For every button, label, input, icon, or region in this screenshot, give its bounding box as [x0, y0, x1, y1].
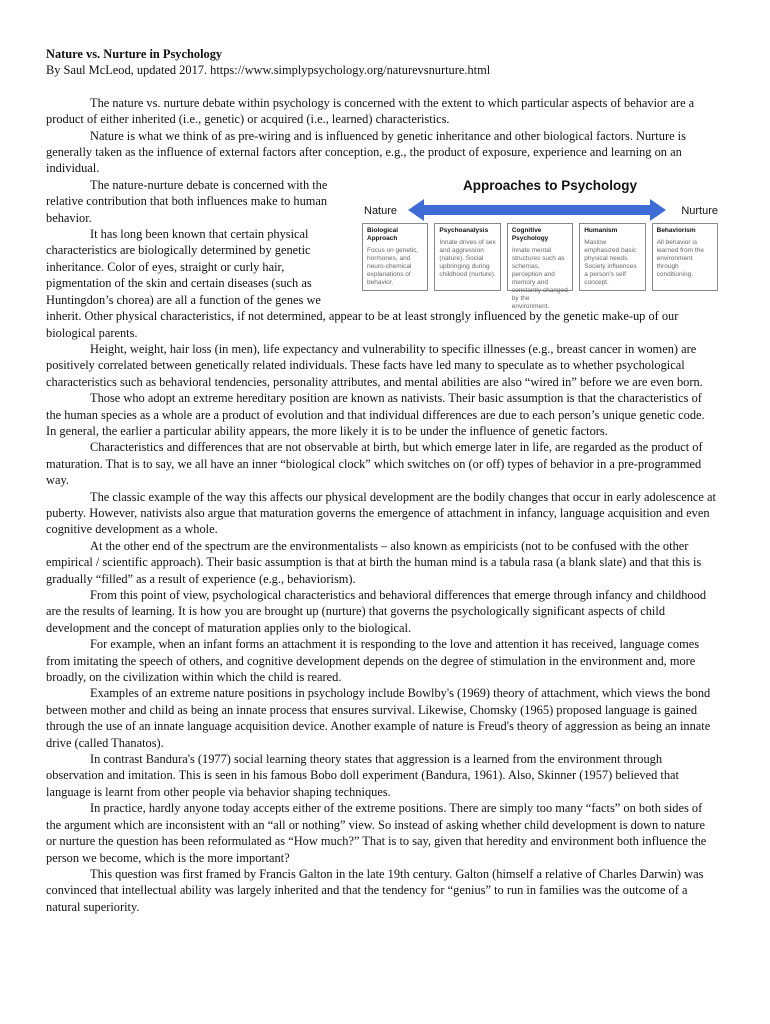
approach-title: Psychoanalysis	[439, 226, 489, 234]
nature-label: Nature	[364, 204, 398, 217]
figure-title: Approaches to Psychology	[462, 177, 638, 193]
approach-desc: Focus on genetic, hormones, and neuro-chemical explanations of behavior.	[367, 246, 419, 286]
paragraph-2: Nature is what we think of as pre-wiring and is influenced by genetic inheritance and other biological factors. Nurture is generally taken as the influence of external factors after conception, e.g., the product of exposure, experience and learning on an individual.	[46, 128, 686, 176]
paragraph-5: Height, weight, hair loss (in men), life expectancy and vulnerability to specific illnesses (e.g., breast cancer in women) are positively correlated between genetically related individuals. These facts have led many to speculate as to whether psychological characteristics such as behavioral tendencies, personality attributes, and mental abilities are also “wired in” before we are even born.	[46, 341, 703, 389]
paragraph-11: For example, when an infant forms an attachment it is responding to the love and attention it has received, language comes from imitating the speech of others, and cognitive development depends on the degree of stimulation in the environment and, more broadly, on the civilization within which the child is reared.	[46, 637, 700, 685]
approach-title: Biological Approach	[367, 226, 399, 242]
approach-boxes	[362, 223, 718, 310]
approach-desc: Innate mental structures such as schemas, perception and memory and constantly changed by the environment.	[511, 246, 568, 310]
approach-box	[434, 223, 500, 291]
approach-box	[507, 223, 573, 310]
paragraph-10: From this point of view, psychological characteristics and behavioral differences that emerge through infancy and childhood are the results of learning. It is how you are brought up (nurture) that governs the psychologically significant aspects of child development and the concept of maturation applies only to the biological.	[46, 588, 707, 635]
approach-box	[579, 223, 645, 291]
approach-title: Behaviorism	[656, 226, 696, 234]
nurture-label: Nurture	[681, 204, 718, 217]
paragraph-3: The nature-nurture debate is concerned with the relative contribution that both influences make to human behavior.	[46, 177, 328, 225]
approach-desc: Maslow emphasized basic physical needs. Society influences a person's self concept.	[584, 238, 637, 286]
approach-title: Cognitive Psychology	[511, 226, 549, 242]
approach-title: Humanism	[584, 226, 618, 234]
paragraph-12: Examples of an extreme nature positions in psychology include Bowlby's (1969) theory of attachment, which views the bond between mother and child as being an innate process that ensures survival. Likewise, Chomsky (1965) proposed language is gained through the use of an innate language acquisition device. Another example of nature is Freud's theory of aggression as being an innate drive (called Thanatos).	[46, 686, 711, 750]
approach-box	[362, 223, 428, 291]
paragraph-1: The nature vs. nurture debate within psychology is concerned with the extent to which particular aspects of behavior are a product of either inherited (i.e., genetic) or acquired (i.e., learned) characteristics.	[46, 95, 695, 127]
paragraph-4: It has long been known that certain physical characteristics are biologically determined by genetic inheritance. Color of eyes, straight or curly hair, pigmentation of the skin and certain diseases (such as Huntingdon’s chorea) are all a function of the genes we inherit. Other physical characteristics, if not determined, appear to be at least strongly influenced by the genetic make-up of our biological parents.	[46, 227, 679, 340]
approaches-figure	[362, 177, 718, 310]
approach-box	[652, 223, 718, 291]
paragraph-13: In contrast Bandura's (1977) social learning theory states that aggression is a learned from the environment through observation and imitation. This is seen in his famous Bobo doll experiment (Bandura, 1961). Also, Skinner (1957) believed that language is learnt from other people via behavior shaping techniques.	[46, 752, 679, 799]
paragraph-14: In practice, hardly anyone today accepts either of the extreme positions. There are simply too many “facts” on both sides of the argument which are inconsistent with an “all or nothing” view. So instead of asking whether child development is down to nature or nurture the question has been reformulated as “How much?” That is to say, given that heredity and environment both influence the person we become, which is the more important?	[46, 801, 707, 865]
paragraph-8: The classic example of the way this affects our physical development are the bodily changes that occur in early adolescence at puberty. However, nativists also argue that maturation governs the emergence of attachment in infancy, language acquisition and even cognitive development as a whole.	[46, 489, 716, 537]
paragraph-7: Characteristics and differences that are not observable at birth, but which emerge later in life, are regarded as the product of maturation. That is to say, we all have an inner “biological clock” which switches on (or off) types of behavior in a pre-programmed way.	[46, 440, 703, 488]
paragraph-6: Those who adopt an extreme hereditary position are known as nativists. Their basic assumption is that the characteristics of the human species as a whole are a product of evolution and that individual differences are due to each person’s unique genetic code. In general, the earlier a particular ability appears, the more likely it is to be under the influence of genetic factors.	[46, 391, 705, 438]
byline: By Saul McLeod, updated 2017. https://www.simplypsychology.org/naturevsnurture.html	[46, 63, 491, 78]
nature-nurture-axis	[362, 199, 718, 221]
document-title: Nature vs. Nurture in Psychology	[46, 47, 223, 61]
paragraph-15: This question was first framed by Francis Galton in the late 19th century. Galton (himself a relative of Charles Darwin) was convinced that intellectual ability was largely inherited and that the tendency for “genius” to run in families was the outcome of a natural superiority.	[46, 866, 704, 914]
approach-desc: Innate drives of sex and aggression (nature). Social upbringing during childhood (nurture).	[439, 238, 496, 278]
paragraph-9: At the other end of the spectrum are the environmentalists – also known as empiricists (not to be confused with the other empirical / scientific approach). Their basic assumption is that at birth the human mind is a tabula rasa (a blank slate) and that this is gradually “filled” as a result of experience (e.g., behaviorism).	[46, 538, 702, 586]
approach-desc: All behavior is learned from the environment through conditioning.	[656, 238, 704, 278]
double-arrow-icon	[408, 199, 666, 221]
